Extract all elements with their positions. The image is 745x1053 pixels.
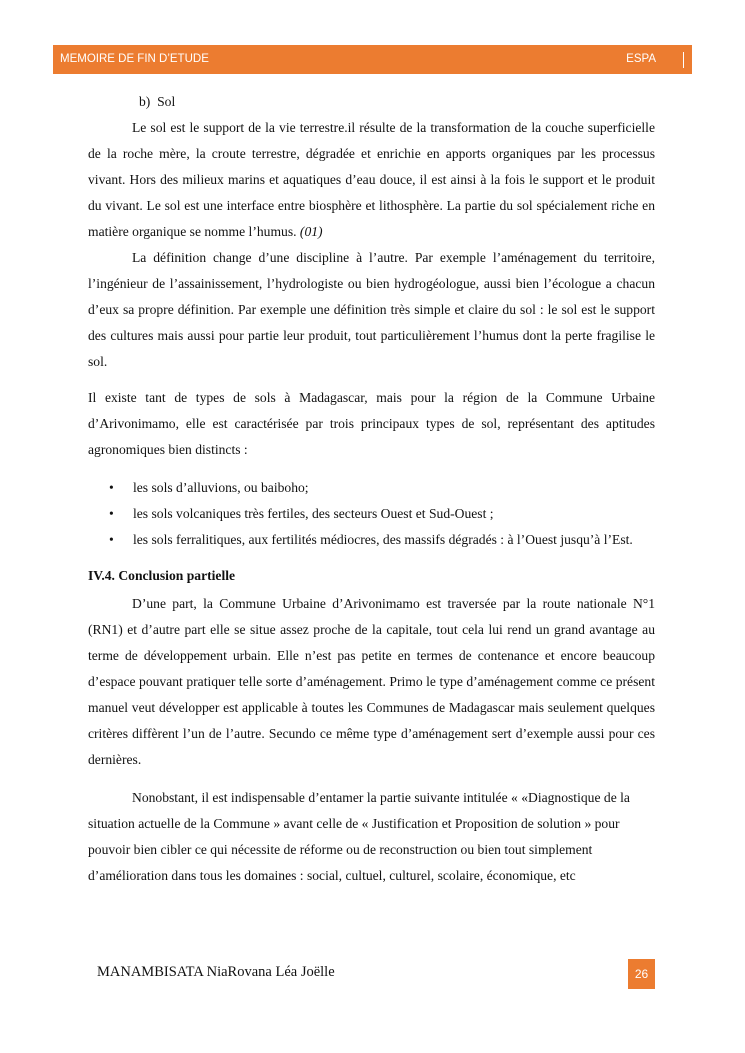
list-item-text: les sols ferralitiques, aux fertilités médiocres, des massifs dégradés : à l’Ouest jusqu’à l’Est.	[133, 532, 633, 547]
header-school: ESPA	[626, 53, 656, 65]
bullet-icon: •	[109, 506, 114, 521]
list-item-text: les sols volcaniques très fertiles, des secteurs Ouest et Sud-Ouest ;	[133, 506, 494, 521]
page-content	[88, 89, 655, 889]
paragraph-sol-definition	[88, 115, 655, 245]
page-header	[53, 45, 692, 74]
section-subheading: b) Sol	[139, 94, 176, 109]
footer-author: MANAMBISATA NiaRovana Léa Joëlle	[97, 964, 335, 980]
header-title: MEMOIRE DE FIN D’ETUDE	[60, 53, 209, 65]
paragraph-nonobstant: Nonobstant, il est indispensable d’entamer la partie suivante intitulée « «Diagnostique de la situation actuelle de la Commune » avant celle de « Justification et Proposition de solution » pour pouvoir bien cibler ce qui nécessite de réforme ou de reconstruction ou bien tout simplement d’amélioration dans tous les domaines : social, cultuel, culturel, scolaire, économique, etc	[88, 790, 630, 883]
header-divider	[683, 52, 684, 68]
list-item-text: les sols d’alluvions, ou baiboho;	[133, 480, 309, 495]
reference-marker: (01)	[299, 224, 323, 239]
paragraph-soil-types: Il existe tant de types de sols à Madagascar, mais pour la région de la Commune Urbaine d’Arivonimamo, elle est caractérisée par trois principaux types de sol, représentant des aptitudes agronomiques bien distincts :	[88, 390, 655, 457]
section-heading: IV.4. Conclusion partielle	[88, 568, 236, 583]
paragraph-conclusion: D’une part, la Commune Urbaine d’Arivonimamo est traversée par la route nationale N°1 (RN1) et d’autre part elle se situe assez proche de la capitale, tout cela lui rend un grand avantage au terme de développement urbain. Elle n’est pas petite en termes de contenance et encore beaucoup d’espace pouvant pratiquer telle sorte d’aménagement. Primo le type d’aménagement comme ce présent manuel veut développer est applicable à toutes les Communes de Madagascar mais seulement quelques critères diffèrent l’un de l’autre. Secundo ce même type d’aménagement sert d’exemple aussi pour ces dernières.	[88, 596, 655, 767]
page-number: 26	[628, 959, 655, 989]
list-item	[88, 501, 655, 527]
soil-types-list	[88, 475, 655, 553]
bullet-icon: •	[109, 480, 114, 495]
bullet-icon: •	[109, 532, 114, 547]
list-item	[88, 475, 655, 501]
list-item	[88, 527, 655, 553]
paragraph-discipline: La définition change d’une discipline à l’autre. Par exemple l’aménagement du territoire, l’ingénieur de l’assainissement, l’hydrologiste ou bien hydrogéologue, aussi bien l’écologue a chacun d’eux sa propre définition. Par exemple une définition très simple et claire du sol : le sol est le support des cultures mais aussi pour partie leur produit, tout particulièrement l’humus dont la perte fragilise le sol.	[88, 250, 655, 369]
paragraph-text: Le sol est le support de la vie terrestre.il résulte de la transformation de la couche superficielle de la roche mère, la croute terrestre, dégradée et enrichie en apports organiques par les processus vivant. Hors des milieux marins et aquatiques d’eau douce, il est ainsi à la fois le support et le produit du vivant. Le sol est une interface entre biosphère et lithosphère. La partie du sol spécialement riche en matière organique se nomme l’humus.	[88, 120, 655, 239]
